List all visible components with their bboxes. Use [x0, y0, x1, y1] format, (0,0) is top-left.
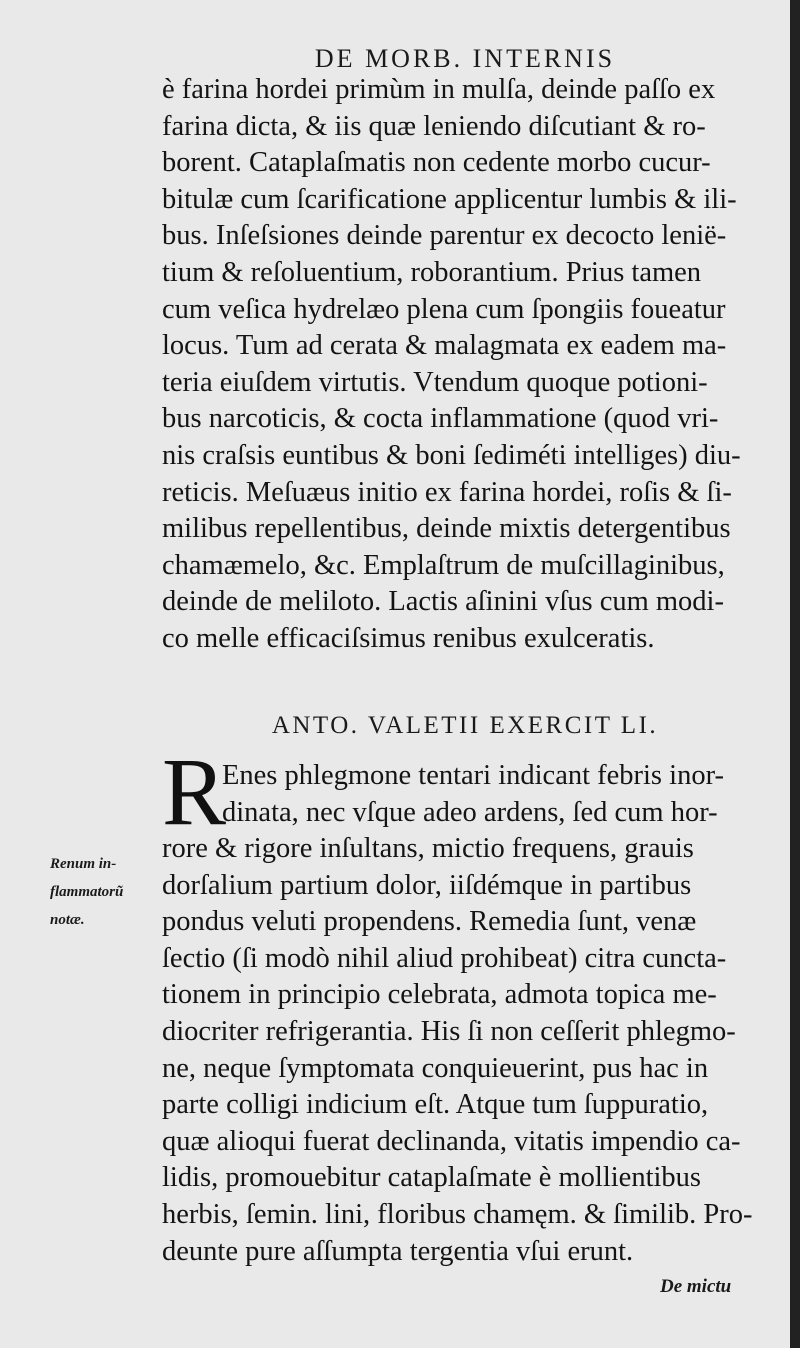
catchword: De mictu	[660, 1276, 732, 1297]
text-line: tium & reſoluentium, roborantium. Prius tamen	[162, 256, 702, 288]
text-line: reticis. Meſuæus initio ex farina hordei, roſis & ſi-	[162, 476, 732, 508]
running-head: DE MORB. INTERNIS	[314, 44, 616, 73]
text-line: cum veſica hydrelæo plena cum ſpongiis foueatur	[162, 293, 726, 325]
text-line: dorſalium partium dolor, iiſdémque in partibus	[162, 869, 692, 901]
text-line: rore & rigore inſultans, mictio frequens, grauis	[162, 833, 694, 864]
drop-cap: R	[162, 738, 227, 845]
text-line: ne, neque ſymptomata conquieuerint, pus hac in	[162, 1052, 709, 1084]
paragraph-1	[162, 72, 774, 658]
marginal-note-line: Renum in-	[50, 856, 117, 872]
text-line: bus. Inſeſsiones deinde parentur ex decocto lenië-	[162, 220, 727, 252]
text-line: teria eiuſdem virtutis. Vtendum quoque potioni-	[162, 366, 708, 398]
text-line: quæ alioqui fuerat declinanda, vitatis impendio ca-	[162, 1125, 741, 1157]
marginal-note	[50, 850, 160, 934]
paragraph-2	[162, 831, 774, 1270]
text-line: co melle efficaciſsimus renibus exulceratis.	[162, 622, 655, 654]
text-line: bus narcoticis, & cocta inflammatione (quod vri-	[162, 403, 719, 435]
text-line: pondus veluti propendens. Remedia ſunt, venæ	[162, 906, 697, 938]
text-line: deinde de meliloto. Lactis aſinini vſus cum modi-	[162, 586, 724, 618]
text-line: farina dicta, & iis quæ leniendo diſcutiant & ro-	[162, 110, 706, 142]
text-line: dinata, nec vſque adeo ardens, ſed cum hor-	[222, 796, 718, 828]
text-line: lidis, promouebitur cataplaſmate è mollientibus	[162, 1162, 701, 1194]
text-line: diocriter refrigerantia. His ſi non ceſſerit phlegmo-	[162, 1015, 736, 1047]
text-line: borent. Cataplaſmatis non cedente morbo cucur-	[162, 147, 711, 179]
text-line: nis craſsis euntibus & boni ſediméti intelliges) diu-	[162, 439, 741, 471]
text-line: milibus repellentibus, deinde mixtis detergentibus	[162, 513, 731, 545]
text-line: tionem in principio celebrata, admota topica me-	[162, 979, 717, 1011]
text-line: herbis, ſemin. lini, floribus chamęm. & ſimilib. Pro-	[162, 1198, 753, 1230]
text-line: ſectio (ſi modò nihil aliud prohibeat) citra cuncta-	[162, 942, 727, 974]
text-line: è farina hordei primùm in mulſa, deinde paſſo ex	[162, 74, 716, 105]
text-line: bitulæ cum ſcarificatione applicentur lumbis & ili-	[162, 183, 737, 215]
marginal-note-line: flammatorũ	[50, 884, 124, 900]
marginal-note-line: notæ.	[50, 912, 85, 928]
text-line: parte colligi indicium eſt. Atque tum ſuppuratio,	[162, 1089, 709, 1121]
paragraph-2-indented	[222, 758, 774, 831]
section-heading: ANTO. VALETII EXERCIT LI.	[271, 712, 659, 739]
text-line: Enes phlegmone tentari indicant febris inor-	[222, 760, 724, 791]
text-line: locus. Tum ad cerata & malagmata ex eadem ma-	[162, 330, 727, 362]
text-line: deunte pure aſſumpta tergentia vſui erunt.	[162, 1235, 634, 1267]
text-line: chamæmelo, &c. Emplaſtrum de muſcillaginibus,	[162, 549, 725, 581]
